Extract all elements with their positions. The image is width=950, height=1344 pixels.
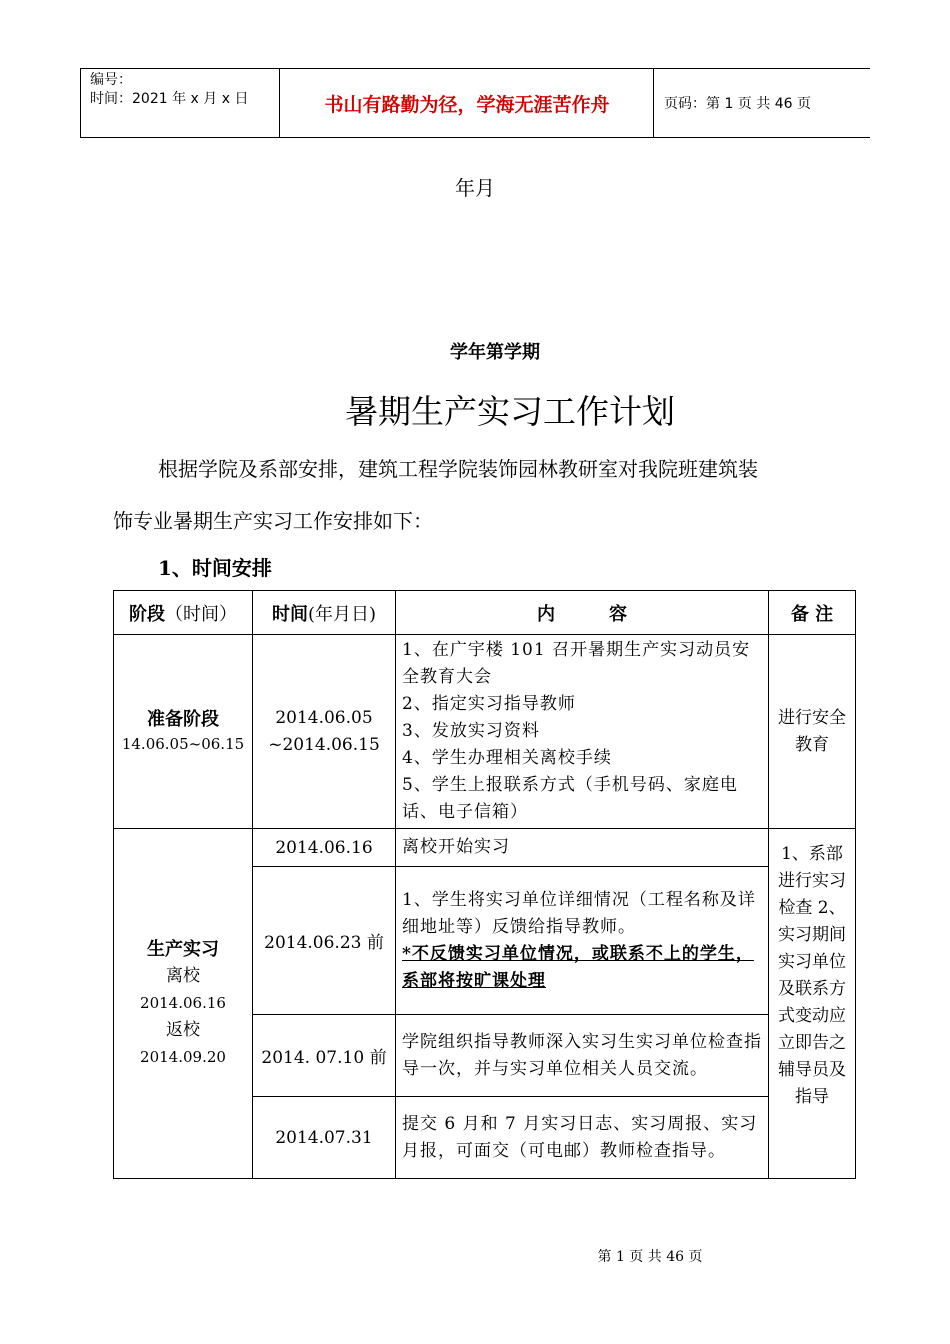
intern-time-cell: 2014.06.23 前: [253, 867, 396, 1015]
prep-remark-cell: 进行安全教育: [769, 635, 856, 829]
header-stage: [114, 591, 253, 635]
table-header-row: [114, 591, 856, 635]
intro-line-1: 根据学院及系部安排，建筑工程学院装饰园林教研室对我院班建筑装: [158, 457, 758, 481]
header-time-label: 时间: [271, 603, 308, 625]
header-meta: [80, 69, 280, 137]
feedback-instruction: 1、学生将实习单位详细情况（工程名称及详细地址等）反馈给指导教师。: [402, 889, 756, 937]
prep-content-cell: [396, 635, 769, 829]
intern-remark-cell: 1、系部进行实习检查 2、实习期间实习单位及联系方式变动应立即告之辅导员及指导: [769, 829, 856, 1179]
header-remark: 备 注: [769, 591, 856, 635]
header-time: [253, 591, 396, 635]
intro-line-2: 饰专业暑期生产实习工作安排如下：: [113, 509, 433, 533]
header-motto: 书山有路勤为径，学海无涯苦作舟: [324, 93, 610, 116]
prep-time-start: 2014.06.05: [275, 707, 373, 728]
year-month: 年月: [455, 176, 495, 200]
prep-stage-cell: [114, 635, 253, 829]
intern-leave-label: 离校: [166, 966, 200, 986]
intern-time-cell: 2014.06.16: [253, 829, 396, 867]
schedule-table: [113, 590, 856, 1179]
intern-content-cell: 提交 6 月和 7 月实习日志、实习周报、实习月报，可面交（可电邮）教师检查指导。: [396, 1097, 769, 1179]
intern-content-cell: [396, 867, 769, 1015]
semester-heading: 学年第学期: [450, 342, 540, 363]
number-label: 编号：: [90, 72, 132, 88]
list-item: 3、发放实习资料: [402, 721, 540, 741]
intern-leave-date: 2014.06.16: [140, 994, 226, 1012]
table-row-prep: [114, 635, 856, 829]
page-header: [80, 68, 870, 138]
header-stage-label: 阶段: [129, 603, 165, 625]
intern-time-cell: 2014. 07.10 前: [253, 1015, 396, 1097]
intern-return-label: 返校: [166, 1020, 200, 1040]
table-row-intern-1: [114, 829, 856, 867]
prep-stage-title: 准备阶段: [147, 709, 219, 730]
list-item: 5、学生上报联系方式（手机号码、家庭电话、电子信箱）: [402, 775, 738, 822]
header-time-note: (年月日): [307, 603, 377, 625]
intern-stage-cell: [114, 829, 253, 1179]
header-page-info: 页码：第 1 页 共 46 页: [653, 69, 870, 137]
absence-warning: *不反馈实习单位情况，或联系不上的学生，系部将按旷课处理: [402, 943, 754, 991]
prep-time-end: ~2014.06.15: [268, 734, 380, 755]
document-title: 暑期生产实习工作计划: [345, 392, 675, 431]
intern-content-cell: 离校开始实习: [396, 829, 769, 867]
prep-stage-range: 14.06.05~06.15: [121, 735, 245, 753]
intern-content-cell: 学院组织指导教师深入实习生实习单位检查指导一次，并与实习单位相关人员交流。: [396, 1015, 769, 1097]
header-stage-note: （时间）: [165, 603, 237, 625]
list-item: 4、学生办理相关离校手续: [402, 748, 612, 768]
time-label: 时间：2021 年 x 月 x 日: [90, 91, 249, 107]
section-heading-schedule: 1、时间安排: [158, 556, 272, 580]
intern-stage-title: 生产实习: [147, 939, 219, 960]
list-item: 1、在广宇楼 101 召开暑期生产实习动员安全教育大会: [402, 640, 751, 687]
intern-time-cell: 2014.07.31: [253, 1097, 396, 1179]
list-item: 2、指定实习指导教师: [402, 694, 576, 714]
page-footer: 第 1 页 共 46 页: [597, 1249, 703, 1265]
prep-time-cell: [253, 635, 396, 829]
intern-return-date: 2014.09.20: [140, 1048, 226, 1066]
header-content: 内 容: [396, 591, 769, 635]
